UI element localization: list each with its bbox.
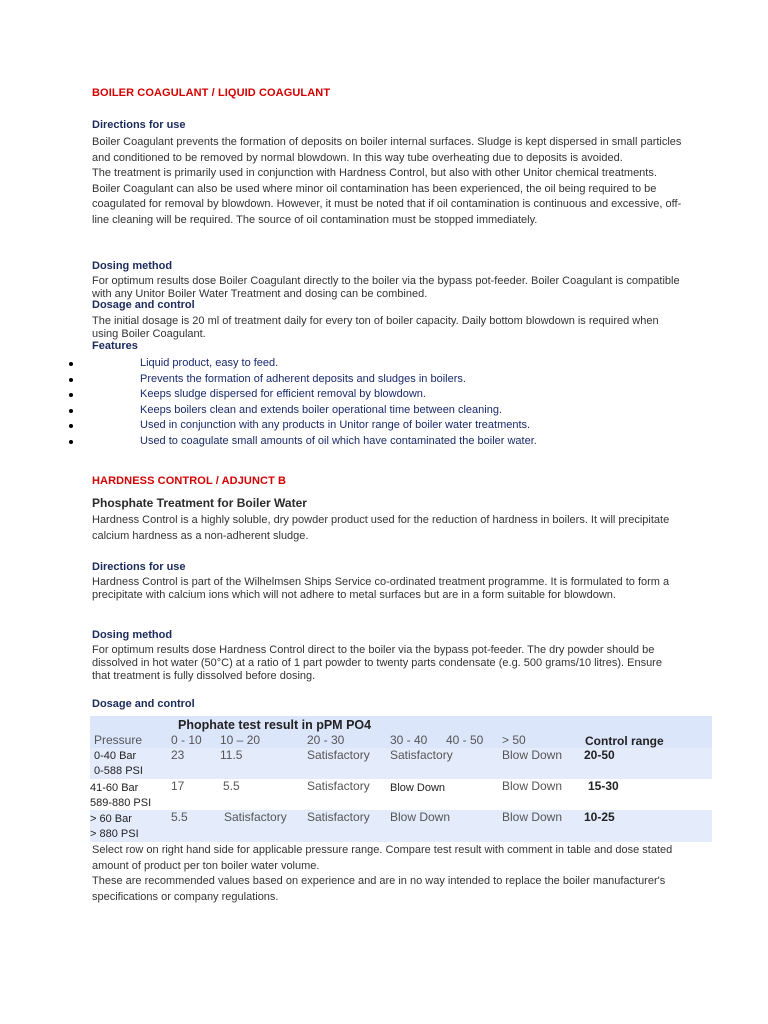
intro-text: Hardness Control is a highly soluble, dry powder product used for the reduction of hardness in boilers. It will precipitate calcium hardness as a non-adherent sludge. xyxy=(92,514,670,542)
table-row xyxy=(90,748,712,779)
header-range: > 50 xyxy=(502,733,526,747)
header-range: 0 - 10 xyxy=(171,733,202,747)
pressure-bar: 41-60 Bar xyxy=(90,782,139,794)
header-range: 20 - 30 xyxy=(307,733,345,747)
pressure-psi: 589-880 PSI xyxy=(90,797,152,809)
section-title-hardness-control: HARDNESS CONTROL / ADJUNCT B xyxy=(92,475,287,487)
features-list xyxy=(69,356,689,450)
pressure-psi: > 880 PSI xyxy=(90,828,139,840)
dosing-text-2: For optimum results dose Hardness Control direct to the boiler via the bypass pot-feeder. The dry powder should be dissolved in hot water (50°C) at a ratio of 1 part powder to twenty parts condensate (e.g. 500 grams/10 litres). Ensure that treatment is fully dissolved before dosing. xyxy=(92,644,662,682)
header-pressure: Pressure xyxy=(94,733,143,747)
dosing-heading-2: Dosing method xyxy=(92,629,173,641)
table-cell: Satisfactory xyxy=(307,748,370,762)
control-range-value: 15-30 xyxy=(588,779,619,793)
directions-heading: Directions for use xyxy=(92,119,186,131)
table-cell: Satisfactory xyxy=(224,810,287,824)
dosage-heading: Dosage and control xyxy=(92,299,195,311)
list-item: Liquid product, easy to feed. xyxy=(69,356,689,372)
list-item: Used to coagulate small amounts of oil which have contaminated the boiler water. xyxy=(69,434,689,450)
section-title-boiler-coagulant: BOILER COAGULANT / LIQUID COAGULANT xyxy=(92,87,331,99)
table-header xyxy=(90,716,712,748)
list-item: Keeps sludge dispersed for efficient removal by blowdown. xyxy=(69,387,689,403)
dosage-heading-2: Dosage and control xyxy=(92,698,195,710)
directions-heading-2: Directions for use xyxy=(92,561,186,573)
footer-text xyxy=(92,843,682,905)
table-cell: Satisfactory xyxy=(307,810,370,824)
table-cell: Blow Down xyxy=(502,810,563,824)
table-cell: Blow Down xyxy=(502,748,563,762)
pressure-bar: > 60 Bar xyxy=(90,813,132,825)
header-range: 30 - 40 xyxy=(390,733,428,747)
table-cell: 11.5 xyxy=(220,748,243,762)
table-row xyxy=(90,779,712,810)
directions-text-2: Hardness Control is part of the Wilhelmsen Ships Service co-ordinated treatment programme. It is formulated to form a precipitate with calcium ions which will not adhere to metal surfaces but are in a form suitable for blowdown. xyxy=(92,576,670,601)
table-cell: Blow Down xyxy=(390,810,451,824)
control-range-value: 20-50 xyxy=(584,748,615,762)
list-item: Keeps boilers clean and extends boiler operational time between cleaning. xyxy=(69,403,689,419)
pressure-psi: 0-588 PSI xyxy=(94,765,143,777)
list-item: Prevents the formation of adherent deposits and sludges in boilers. xyxy=(69,372,689,388)
pressure-bar: 0-40 Bar xyxy=(94,750,137,762)
table-cell: 23 xyxy=(171,748,185,762)
table-cell: Blow Down xyxy=(390,782,446,794)
table-cell: 5.5 xyxy=(223,779,240,793)
dosing-heading: Dosing method xyxy=(92,260,173,272)
list-item: Used in conjunction with any products in Unitor range of boiler water treatments. xyxy=(69,418,689,434)
header-control-range: Control range xyxy=(585,734,664,748)
table-caption: Phophate test result in pPM PO4 xyxy=(178,718,372,732)
directions-paragraph: Boiler Coagulant prevents the formation of deposits on boiler internal surfaces. Sludge is kept dispersed in small particles and conditioned to be removed by normal blowdown. In this way tube overheating due to deposits is avoided. xyxy=(92,136,682,164)
footer-paragraph: These are recommended values based on experience and are in no way intended to replace the boiler manufacturer's specifications or company regulations. xyxy=(92,875,666,903)
section-subtitle: Phosphate Treatment for Boiler Water xyxy=(92,496,307,510)
dosage-text: The initial dosage is 20 ml of treatment daily for every ton of boiler capacity. Daily bottom blowdown is required when using Boiler Coagulant. xyxy=(92,315,659,340)
table-cell: 17 xyxy=(171,779,185,793)
table-cell: Satisfactory xyxy=(307,779,370,793)
features-heading: Features xyxy=(92,340,138,352)
header-range: 40 - 50 xyxy=(446,733,484,747)
header-range: 10 – 20 xyxy=(220,733,261,747)
directions-text xyxy=(92,135,682,229)
footer-paragraph: Select row on right hand side for applicable pressure range. Compare test result with comment in table and dose stated amount of product per ton boiler water volume. xyxy=(92,844,673,872)
table-cell: 5.5 xyxy=(171,810,188,824)
directions-paragraph: The treatment is primarily used in conjunction with Hardness Control, but also with other Unitor chemical treatments. xyxy=(92,167,657,180)
directions-paragraph: Boiler Coagulant can also be used where minor oil contamination has been experienced, the oil being required to be coagulated for removal by blowdown. However, it must be noted that if oil contamination is continuous and excessive, off-line cleaning will be required. The source of oil contamination must be stopped immediately. xyxy=(92,182,682,226)
table-row xyxy=(90,810,712,842)
table-cell: Blow Down xyxy=(502,779,563,793)
dosing-text: For optimum results dose Boiler Coagulant directly to the boiler via the bypass pot-feeder. Boiler Coagulant is compatible with any Unitor Boiler Water Treatment and dosing can be combined. xyxy=(92,275,680,300)
control-range-value: 10-25 xyxy=(584,810,615,824)
table-cell: Satisfactory xyxy=(390,748,453,762)
